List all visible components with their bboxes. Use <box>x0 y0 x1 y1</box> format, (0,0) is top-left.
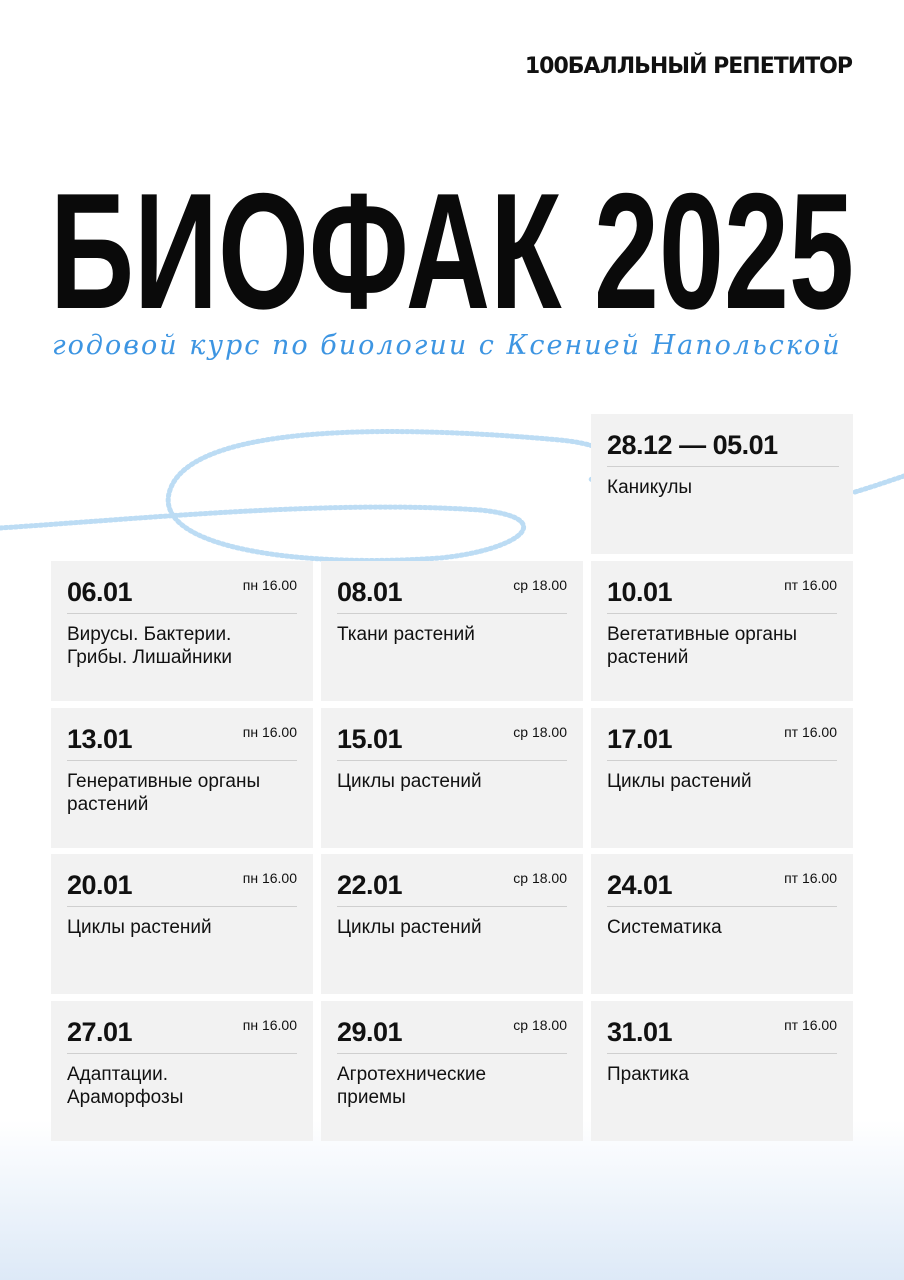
holiday-date: 28.12 — 05.01 <box>607 430 778 460</box>
lesson-topic: Ткани растений <box>337 624 475 645</box>
lesson-date: 10.01 <box>607 577 673 607</box>
lesson-topic: Циклы растений <box>337 917 482 938</box>
lesson-topic: Циклы растений <box>67 917 212 938</box>
lesson-topic: Генеративные органы растений <box>67 771 261 815</box>
schedule-card <box>51 708 313 848</box>
schedule-card <box>51 561 313 701</box>
lesson-date: 13.01 <box>67 724 133 754</box>
lesson-date: 15.01 <box>337 724 403 754</box>
page-title <box>48 98 856 318</box>
brand-logo: 100БАЛЛЬНЫЙ РЕПЕТИТОР <box>524 54 852 79</box>
lesson-topic: Агротехнические приемы <box>337 1064 487 1108</box>
lesson-time: пт 16.00 <box>784 577 837 593</box>
schedule-card <box>591 1001 853 1141</box>
subtitle: годовой курс по биологии с Ксенией Напольской <box>52 330 842 361</box>
schedule-card <box>591 561 853 701</box>
lesson-time: ср 18.00 <box>513 724 567 740</box>
lesson-time: пн 16.00 <box>242 870 297 886</box>
page-title-text: БИОФАК 2025 <box>49 159 854 318</box>
lesson-date: 08.01 <box>337 577 403 607</box>
lesson-time: ср 18.00 <box>513 1017 567 1033</box>
lesson-time: пт 16.00 <box>784 1017 837 1033</box>
lesson-time: пт 16.00 <box>784 724 837 740</box>
lesson-time: пн 16.00 <box>242 724 297 740</box>
lesson-topic: Циклы растений <box>337 771 482 792</box>
lesson-topic: Вирусы. Бактерии. Грибы. Лишайники <box>67 624 233 668</box>
schedule-card <box>51 1001 313 1141</box>
lesson-time: пн 16.00 <box>242 1017 297 1033</box>
lesson-date: 29.01 <box>337 1017 403 1047</box>
schedule-card <box>51 854 313 994</box>
holiday-label: Каникулы <box>607 477 693 498</box>
lesson-topic: Вегетативные органы растений <box>607 624 798 668</box>
lesson-time: пн 16.00 <box>242 577 297 593</box>
schedule-card <box>591 708 853 848</box>
lesson-time: пт 16.00 <box>784 870 837 886</box>
lesson-date: 27.01 <box>67 1017 133 1047</box>
lesson-topic: Адаптации. Араморфозы <box>67 1064 184 1108</box>
lesson-topic: Циклы растений <box>607 771 752 792</box>
schedule-card <box>321 854 583 994</box>
schedule-card <box>591 854 853 994</box>
holiday-card-header <box>607 428 839 467</box>
lesson-date: 06.01 <box>67 577 133 607</box>
holiday-card <box>591 414 853 554</box>
lesson-date: 31.01 <box>607 1017 673 1047</box>
lesson-time: ср 18.00 <box>513 870 567 886</box>
lesson-date: 17.01 <box>607 724 673 754</box>
lesson-topic: Систематика <box>607 917 722 938</box>
schedule-card <box>321 708 583 848</box>
lesson-topic: Практика <box>607 1064 689 1085</box>
lesson-date: 22.01 <box>337 870 403 900</box>
lesson-date: 20.01 <box>67 870 133 900</box>
schedule-card <box>321 1001 583 1141</box>
lesson-time: ср 18.00 <box>513 577 567 593</box>
schedule-card <box>321 561 583 701</box>
lesson-date: 24.01 <box>607 870 673 900</box>
